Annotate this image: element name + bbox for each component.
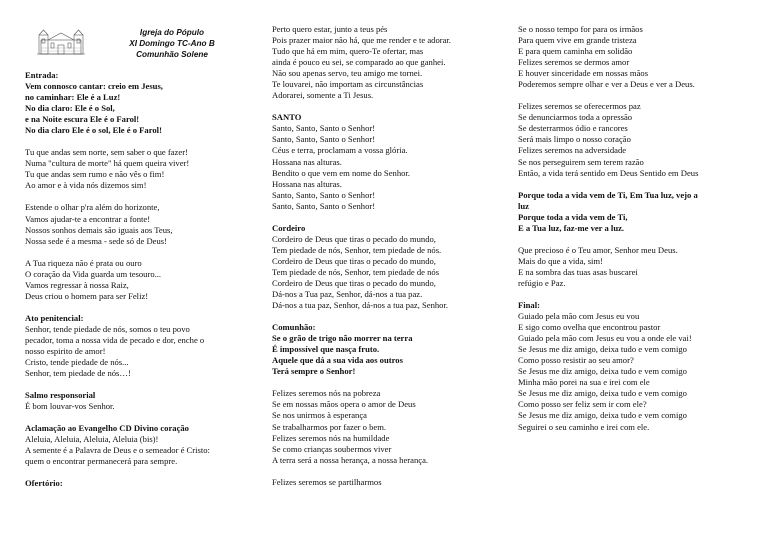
lyric-line: Como posso resistir ao seu amor? xyxy=(518,355,634,366)
lyric-line: No dia claro Ele é o sol, Ele é o Farol! xyxy=(25,125,162,136)
section-title: Salmo responsorial xyxy=(25,390,96,401)
lyric-line: Para quem vive em grande tristeza xyxy=(518,35,637,46)
lyric-line: O coração da Vida guarda um tesouro... xyxy=(25,268,162,279)
church-name: Igreja do Pópulo xyxy=(139,28,205,37)
lyric-line: Então, a vida terá sentido em Deus Sentido em Deus xyxy=(518,167,699,178)
lyric-line: Aleluia, Aleluia, Aleluia, Aleluia (bis)! xyxy=(25,434,159,445)
lyric-line: Santo, Santo, Santo o Senhor! xyxy=(272,134,376,145)
section-title: Comunhão: xyxy=(272,322,316,333)
column-2 xyxy=(272,24,490,499)
lyric-line: Se nos perseguirem sem terem razão xyxy=(518,156,644,167)
comunhao-stanza-3 xyxy=(518,101,753,178)
lyric-line: Se Jesus me diz amigo, deixa tudo e vem comigo xyxy=(518,388,687,399)
lyric-line: Porque toda a vida vem de Ti, Em Tua luz, vejo a xyxy=(518,189,698,200)
lyric-line: No dia claro: Ele é o Sol, xyxy=(25,103,115,114)
lyric-line: Cristo, tende piedade de nós... xyxy=(25,357,129,368)
lyric-line: Senhor, tem piedade de nós…! xyxy=(25,368,131,379)
cordeiro-section xyxy=(272,223,490,311)
section-title: Cordeiro xyxy=(272,222,306,233)
lyric-line: Porque toda a vida vem de Ti, xyxy=(518,211,628,222)
lyric-line: no caminhar: Ele é a Luz! xyxy=(25,92,121,103)
lyric-line: Vamos regressar à nossa Raiz, xyxy=(25,279,129,290)
lyric-line: Poderemos sempre olhar e ver a Deus e ver a Deus. xyxy=(518,79,695,90)
comunhao-stanza-2 xyxy=(272,477,490,488)
lyric-line: Deus criou o homem para ser Feliz! xyxy=(25,290,149,301)
lyric-line: Dá-nos a Tua paz, Senhor, dá-nos a tua paz. xyxy=(272,289,423,300)
ofertorio-lyrics xyxy=(272,24,490,101)
salmo-section xyxy=(25,390,243,412)
header xyxy=(25,24,243,70)
lyric-line: Tem piedade de nós, Senhor, tem piedade de nós xyxy=(272,266,440,277)
column-3 xyxy=(518,24,753,444)
lyric-line: e na Noite escura Ele é o Farol! xyxy=(25,114,140,125)
lyric-line: Céus e terra, proclamam a vossa glória. xyxy=(272,145,408,156)
lyric-line: Pois prazer maior não há, que me render e te adorar. xyxy=(272,35,451,46)
lyric-line: Cordeiro de Deus que tiras o pecado do mundo, xyxy=(272,233,436,244)
entrada-stanza-1 xyxy=(25,147,243,191)
lyric-line: Se o nosso tempo for para os irmãos xyxy=(518,24,643,34)
lyric-line: Santo, Santo, Santo o Senhor! xyxy=(272,123,376,134)
lyric-line: Que precioso é o Teu amor, Senhor meu Deus. xyxy=(518,244,678,255)
lyric-line: A Tua riqueza não é prata ou ouro xyxy=(25,257,142,268)
santo-section xyxy=(272,112,490,211)
porque-stanza xyxy=(518,245,753,289)
lyric-line: Se em nossas mãos opera o amor de Deus xyxy=(272,399,416,410)
entrada-stanza-3 xyxy=(25,258,243,302)
lyric-line: Se Jesus me diz amigo, deixa tudo e vem comigo xyxy=(518,344,687,355)
lyric-line: Hossana nas alturas. xyxy=(272,156,342,167)
lyric-line: Adorarei, somente a Ti Jesus. xyxy=(272,90,374,101)
lyric-line: Vamos ajudar-te a encontrar a fonte! xyxy=(25,213,151,224)
entrada-stanza-2 xyxy=(25,202,243,246)
lyric-line: Perto quero estar, junto a teus pés xyxy=(272,24,388,34)
lyric-line: Numa "cultura de morte" há quem queira viver! xyxy=(25,158,190,169)
ofertorio-section xyxy=(25,478,243,489)
lyric-line: Se trabalharmos por fazer o bem. xyxy=(272,421,387,432)
header-title-block xyxy=(113,27,231,60)
lyric-line: E houver sinceridade em nossas mãos xyxy=(518,68,649,79)
section-title: Final: xyxy=(518,299,540,310)
lyric-line: Seguirei o seu caminho e irei com ele. xyxy=(518,421,650,432)
lyric-line: E na sombra das tuas asas buscarei xyxy=(518,266,638,277)
lyric-line: Tudo que há em mim, quero-Te ofertar, mas xyxy=(272,46,424,57)
lyric-line: Cordeiro de Deus que tiras o pecado do mundo, xyxy=(272,277,436,288)
lyric-line: E para quem caminha em solidão xyxy=(518,46,633,57)
section-title: Aclamação ao Evangelho CD Divino coração xyxy=(25,423,189,434)
lyric-line: Nossa sede é a mesma - sede só de Deus! xyxy=(25,235,167,246)
lyric-line: Como posso ser feliz sem ir com ele? xyxy=(518,399,647,410)
lyric-line: Felizes seremos se partilharmos xyxy=(272,476,382,487)
lyric-line: Se denunciarmos toda a opressão xyxy=(518,112,633,123)
church-logo xyxy=(37,28,85,56)
lyric-line: ainda é pouco eu sei, se comparado ao que ganhei. xyxy=(272,57,446,68)
lyric-line: Estende o olhar p'ra além do horizonte, xyxy=(25,202,160,213)
lyric-line: Tu que andas sem norte, sem saber o que fazer! xyxy=(25,147,188,158)
lyric-line: É impossível que nasça fruto. xyxy=(272,344,380,355)
lyric-line: Se desterrarmos ódio e rancores xyxy=(518,123,628,134)
lyric-line: A semente é a Palavra de Deus e o semeador é Cristo: xyxy=(25,445,210,456)
lyric-line: Bendito o que vem em nome do Senhor. xyxy=(272,167,410,178)
lyric-line: Ao amor e à vida nós dizemos sim! xyxy=(25,180,147,191)
final-section xyxy=(518,300,753,433)
lyric-line: Senhor, tende piedade de nós, somos o teu povo xyxy=(25,323,190,334)
section-title: SANTO xyxy=(272,112,302,123)
entrada-section xyxy=(25,70,243,136)
lyric-line: quem o encontrar permanecerá para sempre. xyxy=(25,456,178,467)
lyric-line: Tu que andas sem rumo e não vês o fim! xyxy=(25,169,165,180)
ato-penitencial-section xyxy=(25,313,243,379)
lyric-line: A terra será a nossa herança, a nossa herança. xyxy=(272,454,429,465)
lyric-line: Felizes seremos se dermos amor xyxy=(518,57,630,68)
column-1 xyxy=(25,24,243,500)
comunhao-stanza-1 xyxy=(272,388,490,465)
lyric-line: Terá sempre o Senhor! xyxy=(272,366,356,377)
lyric-line: Se Jesus me diz amigo, deixa tudo e vem comigo xyxy=(518,410,687,421)
lyric-line: Guiado pela mão com Jesus eu vou xyxy=(518,311,640,322)
lyric-line: refúgio e Paz. xyxy=(518,277,566,288)
section-title: Entrada: xyxy=(25,70,59,80)
lyric-line: Se Jesus me diz amigo, deixa tudo e vem comigo xyxy=(518,366,687,377)
lyric-line: Vem connosco cantar: creio em Jesus, xyxy=(25,81,163,92)
lyric-line: Se nos unirmos à esperança xyxy=(272,410,367,421)
lyric-line: Tem piedade de nós, Senhor, tem piedade de nós. xyxy=(272,244,442,255)
lyric-line: É bom louvar-vos Senhor. xyxy=(25,401,115,412)
lyric-line: Te louvarei, não importam as circunstâncias xyxy=(272,79,424,90)
comunhao-section xyxy=(272,322,490,377)
lyric-line: Se o grão de trigo não morrer na terra xyxy=(272,333,413,344)
liturgy-date: XI Domingo TC-Ano B xyxy=(129,39,215,48)
lyric-line: Mais do que a vida, sim! xyxy=(518,255,603,266)
lyric-line: nosso espirito de amor! xyxy=(25,345,106,356)
lyric-line: Felizes seremos na adversidade xyxy=(518,145,627,156)
lyric-line: E sigo como ovelha que encontrou pastor xyxy=(518,322,661,333)
lyric-line: Felizes seremos nós na pobreza xyxy=(272,388,381,399)
lyric-line: Santo, Santo, Santo o Senhor! xyxy=(272,200,376,211)
lyric-line: Felizes seremos nós na humildade xyxy=(272,432,390,443)
lyric-line: pecador, toma a nossa vida de pecado e dor, enche o xyxy=(25,334,205,345)
lyric-line: Dá-nos a tua paz, Senhor, dá-nos a tua paz, Senhor. xyxy=(272,300,449,311)
lyric-line: Hossana nas alturas. xyxy=(272,178,342,189)
lyric-line: Será mais limpo o nosso coração xyxy=(518,134,631,145)
lyric-line: E a Tua luz, faz-me ver a luz. xyxy=(518,222,625,233)
lyric-line: Se como crianças soubermos viver xyxy=(272,443,392,454)
section-title: Ofertório: xyxy=(25,478,63,489)
comunhao-stanza-2-cont xyxy=(518,24,753,90)
lyric-line: luz xyxy=(518,200,529,211)
section-title: Ato penitencial: xyxy=(25,312,84,323)
church-drawing-icon xyxy=(37,28,85,56)
lyric-line: Santo, Santo, Santo o Senhor! xyxy=(272,189,376,200)
lyric-line: Felizes seremos se oferecermos paz xyxy=(518,101,641,112)
porque-refrain xyxy=(518,190,753,234)
lyric-line: Guiado pela mão com Jesus eu vou a onde ele vai! xyxy=(518,333,692,344)
lyric-line: Cordeiro de Deus que tiras o pecado do mundo, xyxy=(272,255,436,266)
lyric-line: Nossos sonhos demais são iguais aos Teus, xyxy=(25,224,173,235)
aclamacao-section xyxy=(25,423,243,467)
lyric-line: Minha mão porei na sua e irei com ele xyxy=(518,377,650,388)
event-name: Comunhão Solene xyxy=(136,50,208,59)
lyric-line: Aquele que dá a sua vida aos outros xyxy=(272,355,403,366)
lyric-line: Não sou apenas servo, teu amigo me tornei. xyxy=(272,68,423,79)
